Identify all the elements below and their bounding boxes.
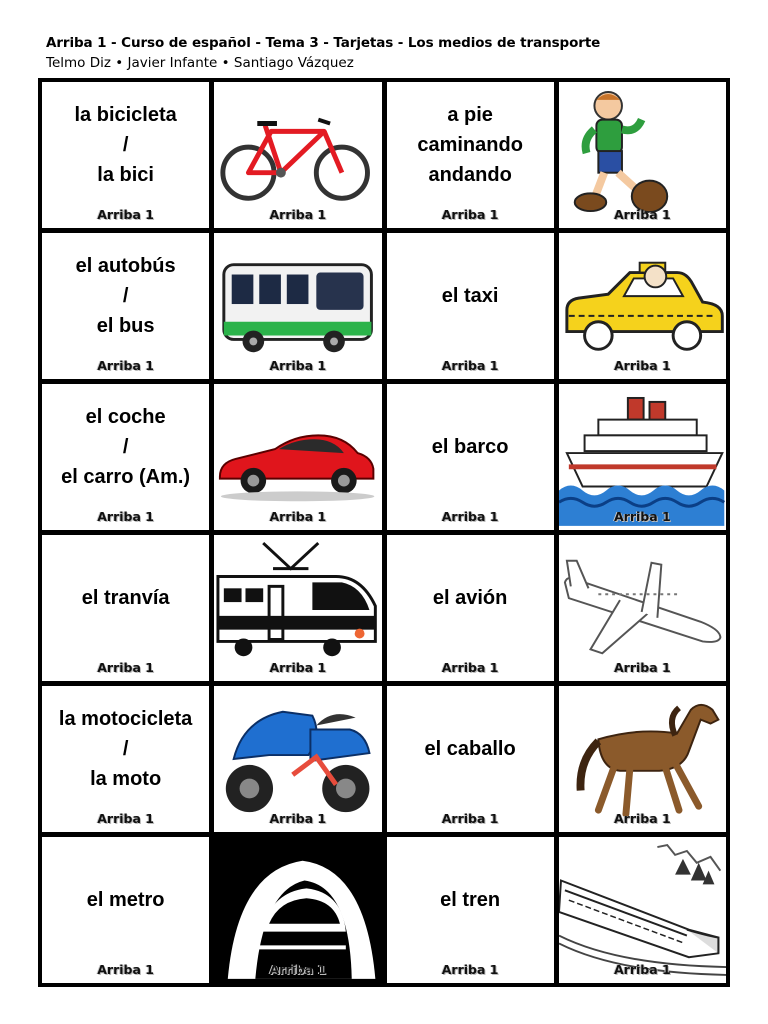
- word-card: [387, 686, 554, 832]
- picture-card: [214, 82, 381, 228]
- card-brand-label: Arriba 1: [614, 660, 671, 675]
- vocabulary-word: [42, 686, 209, 812]
- page-header: [46, 34, 746, 72]
- word-card: [387, 535, 554, 681]
- word-card: [387, 233, 554, 379]
- word-card: [42, 82, 209, 228]
- card-brand-label: Arriba 1: [97, 509, 154, 524]
- word-card: [42, 384, 209, 530]
- flashcard-grid: [38, 78, 730, 987]
- card-brand-label: Arriba 1: [269, 207, 327, 222]
- vocabulary-word: [42, 233, 209, 359]
- word-card: [387, 82, 554, 228]
- vocabulary-word: [387, 384, 554, 510]
- word-line: el autobús: [75, 255, 176, 277]
- card-brand-label: Arriba 1: [97, 962, 154, 977]
- word-line: el avión: [432, 587, 508, 609]
- card-brand-label: Arriba 1: [614, 358, 671, 373]
- word-line: el taxi: [441, 285, 499, 307]
- word-line: la moto: [90, 768, 162, 790]
- card-brand-label: Arriba 1: [441, 660, 499, 675]
- word-line: la bicicleta: [74, 104, 177, 126]
- picture-card: [559, 535, 726, 681]
- card-brand-label: Arriba 1: [97, 811, 154, 826]
- vocabulary-word: [387, 535, 554, 661]
- card-brand-label: Arriba 1: [269, 811, 327, 826]
- vocabulary-word: [42, 384, 209, 510]
- word-card: [42, 686, 209, 832]
- picture-card: [559, 686, 726, 832]
- word-line: el bus: [96, 315, 155, 337]
- word-line: el caballo: [424, 738, 516, 760]
- vocabulary-word: [387, 233, 554, 359]
- word-line: andando: [428, 164, 512, 186]
- word-line: el tren: [440, 889, 501, 911]
- word-line: el coche: [85, 406, 166, 428]
- word-card: [42, 535, 209, 681]
- picture-card: [214, 837, 381, 983]
- word-line: /: [122, 436, 129, 458]
- card-brand-label: Arriba 1: [614, 962, 671, 977]
- word-line: caminando: [417, 134, 523, 156]
- vocabulary-word: [387, 837, 554, 963]
- picture-card: [559, 837, 726, 983]
- word-line: la motocicleta: [58, 708, 193, 730]
- card-brand-label: Arriba 1: [441, 962, 499, 977]
- vocabulary-word: [387, 686, 554, 812]
- picture-card: [559, 233, 726, 379]
- word-line: la bici: [97, 164, 154, 186]
- vocabulary-word: [42, 837, 209, 963]
- card-brand-label: Arriba 1: [614, 207, 671, 222]
- word-line: el barco: [431, 436, 509, 458]
- word-card: [387, 837, 554, 983]
- card-brand-label: Arriba 1: [269, 962, 327, 977]
- card-brand-label: Arriba 1: [614, 811, 671, 826]
- card-brand-label: Arriba 1: [97, 358, 154, 373]
- card-brand-label: Arriba 1: [441, 207, 499, 222]
- card-brand-label: Arriba 1: [441, 811, 499, 826]
- vocabulary-word: [42, 82, 209, 208]
- card-brand-label: Arriba 1: [97, 207, 154, 222]
- card-brand-label: Arriba 1: [269, 509, 327, 524]
- word-line: /: [122, 738, 129, 760]
- card-brand-label: Arriba 1: [441, 509, 499, 524]
- picture-card: [214, 233, 381, 379]
- word-card: [42, 837, 209, 983]
- picture-card: [214, 686, 381, 832]
- word-line: el tranvía: [81, 587, 170, 609]
- word-line: /: [122, 285, 129, 307]
- word-card: [387, 384, 554, 530]
- card-brand-label: Arriba 1: [269, 660, 327, 675]
- word-card: [42, 233, 209, 379]
- word-line: /: [122, 134, 129, 156]
- authors-line: Telmo Diz • Javier Infante • Santiago Vázquez: [46, 55, 354, 71]
- picture-card: [214, 384, 381, 530]
- vocabulary-word: [42, 535, 209, 661]
- word-line: a pie: [447, 104, 493, 126]
- card-brand-label: Arriba 1: [269, 358, 327, 373]
- vocabulary-word: [387, 82, 554, 208]
- card-brand-label: Arriba 1: [441, 358, 499, 373]
- word-line: el metro: [86, 889, 165, 911]
- word-line: el carro (Am.): [61, 466, 191, 488]
- picture-card: [214, 535, 381, 681]
- page-title: Arriba 1 - Curso de español - Tema 3 - Tarjetas - Los medios de transporte: [46, 35, 601, 51]
- card-brand-label: Arriba 1: [97, 660, 154, 675]
- card-brand-label: Arriba 1: [614, 509, 671, 524]
- picture-card: [559, 82, 726, 228]
- picture-card: [559, 384, 726, 530]
